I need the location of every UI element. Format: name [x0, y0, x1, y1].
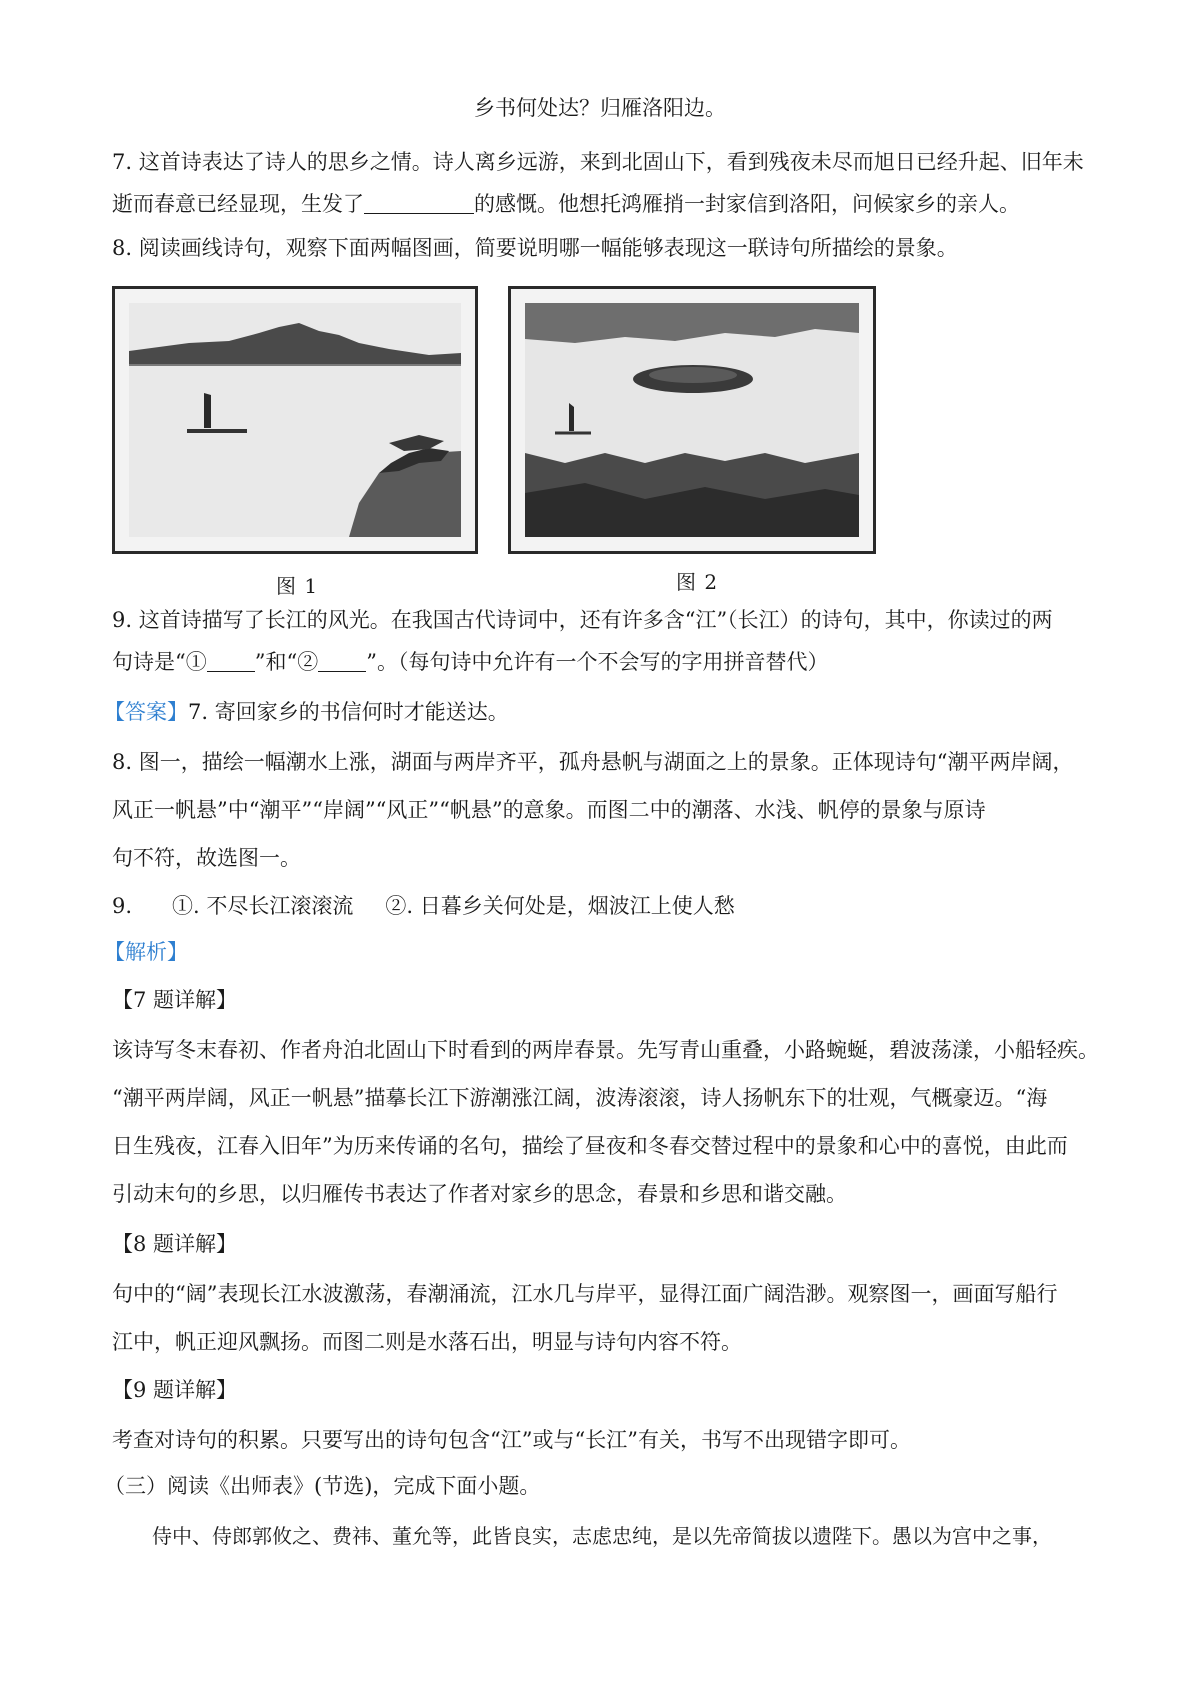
figure-2-caption: 图 2	[676, 570, 719, 594]
q9-blank-1[interactable]	[207, 655, 255, 672]
detail-7-line3: 日生残夜，江春入旧年”为历来传诵的名句，描绘了昼夜和冬春交替过程中的景象和心中的喜悦，由此而	[112, 1134, 1068, 1158]
detail-7-title: 【7 题详解】	[112, 988, 238, 1012]
detail-8-line1: 句中的“阔”表现长江水波激荡，春潮涌流，江水几与岸平，显得江面广阔浩渺。观察图一，画面写船行	[112, 1282, 1058, 1306]
detail-7-line2: “潮平两岸阔，风正一帆悬”描摹长江下游潮涨江阔，波涛滚滚，诗人扬帆东下的壮观，气概豪迈。“海	[112, 1086, 1048, 1110]
detail-8-line2: 江中，帆正迎风飘扬。而图二则是水落石出，明显与诗句内容不符。	[112, 1330, 742, 1354]
q7-fill-blank[interactable]	[364, 197, 474, 214]
poem-last-line: 乡书何处达？归雁洛阳边。	[474, 96, 726, 120]
q9-line2: 句诗是“① ”和“② ”。（每句诗中允许有一个不会写的字用拼音替代）	[112, 650, 829, 674]
sail	[569, 403, 574, 431]
answer-label: 【答案】	[104, 700, 188, 724]
section-3-heading: （三）阅读《出师表》(节选)，完成下面小题。	[104, 1474, 541, 1498]
detail-7-line1: 该诗写冬末春初、作者舟泊北固山下时看到的两岸春景。先写青山重叠，小路蜿蜒，碧波荡漾，小船轻疾。	[112, 1038, 1099, 1062]
detail-9-line1: 考查对诗句的积累。只要写出的诗句包含“江”或与“长江”有关，书写不出现错字即可。	[112, 1428, 911, 1452]
q7-line1: 7. 这首诗表达了诗人的思乡之情。诗人离乡远游，来到北固山下，看到残夜未尽而旭日已经升起、旧年未	[112, 150, 1084, 174]
q7-line2: 逝而春意已经显现，生发了 的感慨。他想托鸿雁捎一封家信到洛阳，问候家乡的亲人。	[112, 192, 1020, 216]
answer-8-line2: 风正一帆悬”中“潮平”“岸阔”“风正”“帆悬”的意象。而图二中的潮落、水浅、帆停的景象与原诗	[112, 798, 986, 822]
figure-1-caption: 图 1	[276, 574, 319, 598]
answer-9-line: 9. ①. 不尽长江滚滚流 ②. 日暮乡关何处是，烟波江上使人愁	[112, 894, 735, 918]
analysis-label: 【解析】	[104, 940, 188, 964]
detail-7-line4: 引动末句的乡思，以归雁传书表达了作者对家乡的思念，春景和乡思和谐交融。	[112, 1182, 847, 1206]
q8-question: 8. 阅读画线诗句，观察下面两幅图画，简要说明哪一幅能够表现这一联诗句所描绘的景象。	[112, 236, 958, 260]
answer-line: 【答案】7. 寄回家乡的书信何时才能送达。	[104, 700, 509, 724]
figure-1-painting	[112, 286, 478, 554]
answer-8-line3: 句不符，故选图一。	[112, 846, 301, 870]
answer-8-line1: 8. 图一，描绘一幅潮水上涨，湖面与两岸齐平，孤舟悬帆与湖面之上的景象。正体现诗句“潮平两岸阔，	[112, 750, 1074, 774]
sail	[204, 393, 211, 428]
detail-9-title: 【9 题详解】	[112, 1378, 238, 1402]
q9-blank-2[interactable]	[318, 655, 366, 672]
q9-line1: 9. 这首诗描写了长江的风光。在我国古代诗词中，还有许多含“江”（长江）的诗句，其中，你读过的两	[112, 608, 1053, 632]
figure-2-painting	[508, 286, 876, 554]
section-3-passage: 侍中、侍郎郭攸之、费祎、董允等，此皆良实，志虑忠纯，是以先帝简拔以遗陛下。愚以为宫中之事，	[152, 1524, 1052, 1548]
detail-8-title: 【8 题详解】	[112, 1232, 238, 1256]
